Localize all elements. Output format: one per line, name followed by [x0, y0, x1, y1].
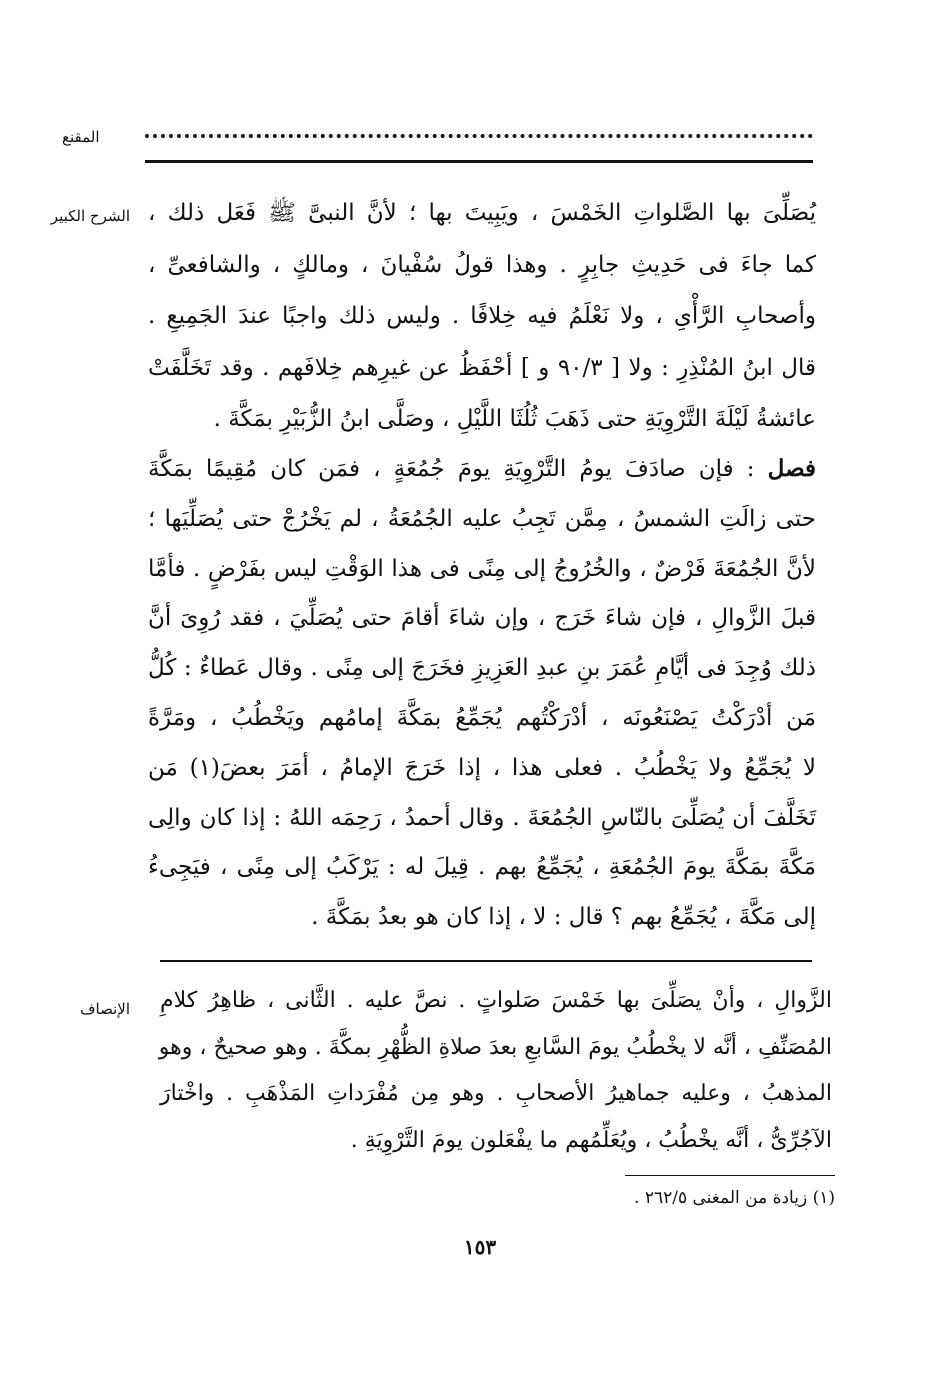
text-line: عائشةُ لَيْلَةَ التَّرْوِيَةِ حتى ذَهَبَ ثُلُثَا اللَّيْلِ ، وصَلَّى ابنُ الزُّبَيْرِ بمَكَّةَ . [213, 406, 816, 433]
page-number: ١٥٣ [463, 1235, 497, 1259]
text-line: المُصَنِّفِ ، أنَّه لا يخْطُبُ يومَ السَّابعِ بعدَ صلاةِ الظُّهْرِ بمكَّةَ . وهو صحيحٌ ، وهو [158, 1034, 832, 1060]
text-line: لأنَّ الجُمُعَةَ فَرْضٌ ، والخُرُوجُ إلى مِنًى فى هذا الوَقْتِ ليس بفَرْضٍ . فأمَّا [148, 555, 816, 582]
header-dotted-line [145, 124, 813, 138]
margin-label-insaf: الإنصاف [79, 1000, 130, 1018]
text-line: مَكَّةَ بمَكَّةَ يومَ الجُمُعَةِ ، يُجَمِّعُ بهم . قِيلَ له : يَرْكَبُ إلى مِنًى ، فيَجِىءُ [148, 854, 816, 881]
header-rule [145, 160, 813, 163]
text-line: يُصَلِّىَ بها الصَّلواتِ الخَمْسَ ، ويَبِيتَ بها ؛ لأنَّ النبىَّ ﷺ فَعَل ذلك ، [148, 200, 816, 226]
text-line: قبلَ الزَّوالِ ، فإن شاءَ خَرَج ، وإن شاءَ أقامَ حتى يُصَلِّيَ ، فقد رُوِىَ أنَّ [148, 605, 816, 632]
insaf-paragraph [160, 978, 832, 1164]
sharh-paragraph-1 [148, 188, 816, 446]
footnote: (١) زيادة من المغنى ٢٦٢/٥ . [634, 1188, 835, 1208]
text-line: وأصحابِ الرَّأْىِ ، ولا نَعْلَمُ فيه خِلافًا . وليس ذلك واجبًا عندَ الجَمِيعِ . [148, 303, 816, 330]
text-line: ذلك وُجِدَ فى أيَّامِ عُمَرَ بنِ عبدِ العَزِيزِ فخَرَجَ إلى مِنًى . وقال عَطاءٌ : كُلُّ [148, 655, 816, 682]
text-line: مَن أدْرَكْتُ يَصْنَعُونَه ، أدْرَكْتُهم يُجَمِّعُ بمَكَّةَ إمامُهم ويَخْطُبُ ، ومَرَّةً [148, 704, 817, 731]
text-line: الزَّوالِ ، وأنْ يصَلِّىَ بها خَمْسَ صَلواتٍ . نصَّ عليه . الثَّانى ، ظاهِرُ كلامِ [160, 988, 832, 1013]
running-header-title: المقنع [62, 128, 100, 146]
text-line: لا يُجَمِّعُ ولا يَخْطُبُ . فعلى هذا ، إذا خَرَجَ الإمامُ ، أمَرَ بعضَ(١) مَن [148, 754, 816, 781]
sharh-paragraph-2 [148, 444, 816, 943]
text-line [148, 444, 816, 495]
text-line: قال ابنُ المُنْذِرِ : ولا [ ٩٠/٣ و ] أحْفَظُ عن غيرِهم خِلافَهم . وقد تَخَلَّفَتْ [148, 354, 817, 381]
fasl-heading: فصل [767, 455, 817, 482]
text-line: الآجُرِّىُّ ، أنَّه يخْطُبُ ، ويُعَلِّمُهم ما يفْعَلون يومَ التَّرْوِيَةِ . [350, 1127, 832, 1153]
text-line: تَخَلَّفَ أن يُصَلِّىَ بالنّاسِ الجُمُعَةَ . وقال أحمدُ ، رَحِمَه اللهُ : إذا كان والِى [148, 804, 816, 831]
text-line: كما جاءَ فى حَدِيثِ جابِرٍ . وهذا قولُ سُفْيانَ ، ومالكٍ ، والشافعىِّ ، [148, 251, 816, 278]
text-line-rest: : فإن صادَفَ يومُ التَّرْوِيَةِ يومَ جُمُعَةٍ ، فمَن كان مُقِيمًا بمَكَّةَ [148, 456, 755, 482]
section-divider [160, 960, 812, 962]
text-line: إلى مَكَّةَ ، يُجَمِّعُ بهم ؟ قال : لا ، إذا كان هو بعدُ بمَكَّةَ . [311, 904, 816, 931]
text-line: حتى زالَتِ الشمسُ ، مِمَّن تَجِبُ عليه الجُمُعَةُ ، لم يَخْرُجْ حتى يُصَلِّيَها ؛ [148, 505, 816, 532]
footnote-rule [625, 1175, 835, 1176]
margin-label-sharh: الشرح الكبير [50, 207, 130, 225]
text-line: المذهبُ ، وعليه جماهيرُ الأصحابِ . وهو مِن مُفْرَداتِ المَذْهَبِ . واخْتارَ [160, 1081, 832, 1106]
